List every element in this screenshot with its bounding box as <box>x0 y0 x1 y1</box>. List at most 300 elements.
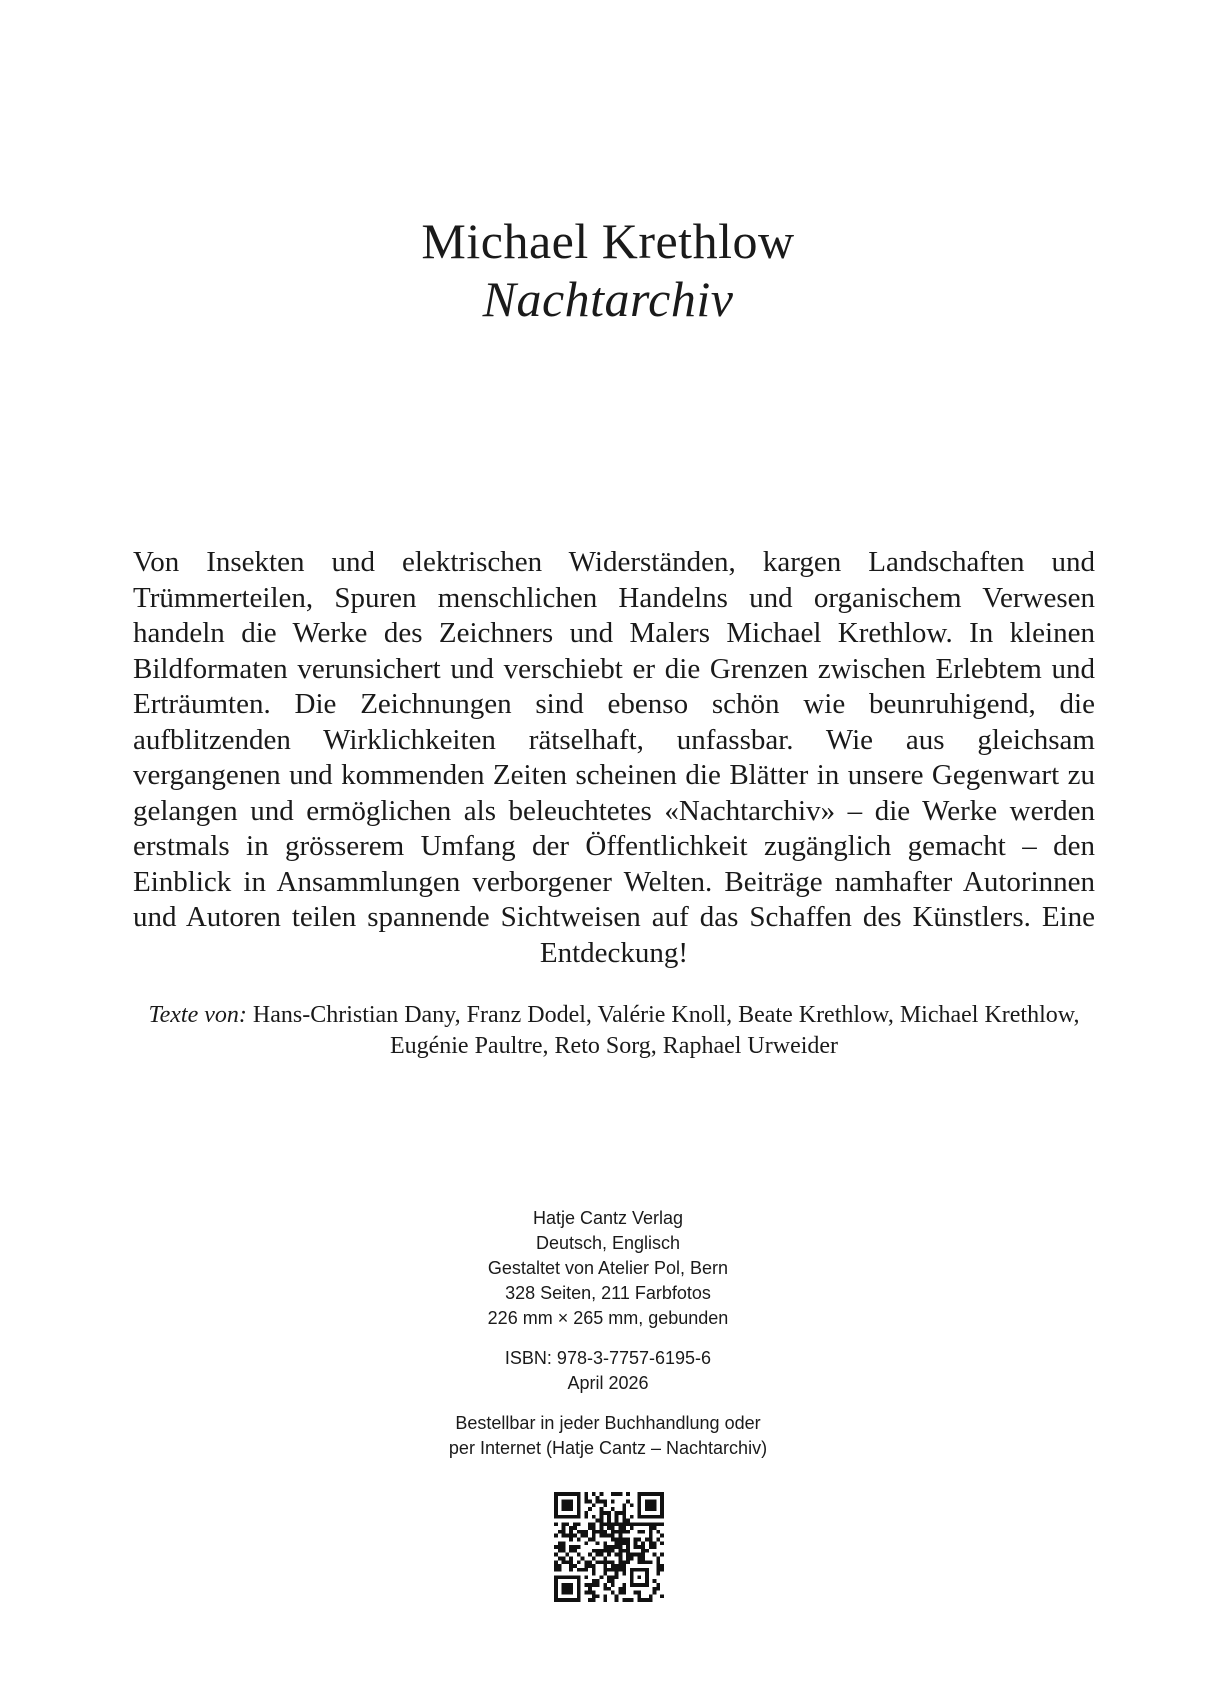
qr-module <box>565 1560 569 1564</box>
qr-module <box>645 1538 649 1542</box>
qr-module <box>656 1587 660 1591</box>
qr-module <box>558 1530 562 1534</box>
qr-module <box>611 1492 615 1496</box>
page-count: 328 Seiten, 211 Farbfotos <box>505 1283 711 1303</box>
qr-module <box>607 1515 611 1519</box>
qr-module <box>607 1526 611 1530</box>
qr-module <box>637 1530 641 1534</box>
qr-module <box>584 1564 588 1568</box>
qr-module <box>596 1519 600 1523</box>
qr-module <box>603 1583 607 1587</box>
languages: Deutsch, Englisch <box>535 1233 681 1253</box>
qr-module <box>577 1530 581 1534</box>
qr-module <box>607 1549 611 1553</box>
qr-module <box>584 1534 588 1538</box>
qr-module <box>653 1587 657 1591</box>
qr-module <box>603 1530 607 1534</box>
qr-module <box>622 1522 626 1526</box>
qr-module <box>592 1492 596 1496</box>
qr-module <box>626 1549 630 1553</box>
qr-module <box>584 1568 588 1572</box>
qr-module <box>618 1568 622 1572</box>
qr-module <box>600 1519 604 1523</box>
qr-module <box>600 1511 604 1515</box>
qr-module <box>611 1500 615 1504</box>
qr-module <box>607 1587 611 1591</box>
qr-module <box>592 1515 596 1519</box>
qr-module <box>626 1545 630 1549</box>
qr-module <box>600 1507 604 1511</box>
qr-module <box>603 1545 607 1549</box>
qr-module <box>611 1534 615 1538</box>
qr-module <box>588 1526 592 1530</box>
qr-module <box>622 1572 626 1576</box>
qr-module <box>615 1515 619 1519</box>
qr-module <box>558 1568 562 1572</box>
qr-module <box>653 1526 657 1530</box>
qr-module <box>600 1515 604 1519</box>
qr-module <box>588 1560 592 1564</box>
order-info-line2: per Internet (Hatje Cantz – Nachtarchiv) <box>448 1438 768 1458</box>
qr-module <box>637 1553 641 1557</box>
qr-module <box>577 1545 581 1549</box>
qr-module <box>626 1522 630 1526</box>
qr-module <box>592 1522 596 1526</box>
qr-module <box>607 1560 611 1564</box>
qr-module <box>615 1522 619 1526</box>
qr-module <box>581 1568 585 1572</box>
qr-module <box>618 1526 622 1530</box>
qr-module <box>622 1598 626 1602</box>
qr-module <box>573 1522 577 1526</box>
qr-module <box>592 1530 596 1534</box>
qr-module <box>592 1594 596 1598</box>
qr-module <box>596 1530 600 1534</box>
qr-module <box>600 1549 604 1553</box>
qr-module <box>603 1560 607 1564</box>
qr-module <box>565 1522 569 1526</box>
qr-module <box>554 1545 558 1549</box>
qr-module <box>565 1534 569 1538</box>
qr-module <box>596 1496 600 1500</box>
qr-module <box>603 1572 607 1576</box>
qr-module <box>584 1575 588 1579</box>
qr-module <box>558 1556 562 1560</box>
qr-module <box>577 1560 581 1564</box>
qr-module <box>603 1534 607 1538</box>
qr-module <box>615 1568 619 1572</box>
qr-module <box>603 1556 607 1560</box>
qr-code-icon[interactable] <box>554 1492 664 1602</box>
qr-module <box>562 1530 566 1534</box>
qr-module <box>641 1598 645 1602</box>
qr-module <box>653 1591 657 1595</box>
qr-module <box>618 1564 622 1568</box>
qr-module <box>615 1575 619 1579</box>
qr-module <box>634 1522 638 1526</box>
qr-module <box>618 1492 622 1496</box>
qr-module <box>607 1534 611 1538</box>
qr-module <box>592 1538 596 1542</box>
qr-module <box>611 1545 615 1549</box>
qr-module <box>607 1545 611 1549</box>
qr-module <box>618 1553 622 1557</box>
qr-module <box>622 1511 626 1515</box>
qr-module <box>649 1594 653 1598</box>
qr-module <box>649 1560 653 1564</box>
qr-module <box>592 1583 596 1587</box>
qr-module <box>607 1511 611 1515</box>
qr-module <box>600 1553 604 1557</box>
qr-module <box>607 1553 611 1557</box>
qr-module <box>611 1522 615 1526</box>
qr-module <box>611 1530 615 1534</box>
qr-module <box>584 1492 588 1496</box>
qr-module <box>600 1530 604 1534</box>
qr-module <box>600 1492 604 1496</box>
qr-module <box>622 1564 626 1568</box>
qr-module <box>630 1598 634 1602</box>
qr-module <box>611 1583 615 1587</box>
qr-module <box>584 1583 588 1587</box>
qr-module <box>592 1526 596 1530</box>
qr-module <box>603 1541 607 1545</box>
qr-module <box>569 1549 573 1553</box>
qr-module <box>596 1553 600 1557</box>
qr-module <box>656 1556 660 1560</box>
qr-module <box>637 1522 641 1526</box>
qr-module <box>615 1545 619 1549</box>
qr-module <box>603 1568 607 1572</box>
qr-module <box>622 1591 626 1595</box>
qr-module <box>562 1545 566 1549</box>
qr-module <box>660 1564 664 1568</box>
qr-module <box>649 1545 653 1549</box>
qr-module <box>630 1515 634 1519</box>
qr-module <box>656 1522 660 1526</box>
qr-module <box>600 1534 604 1538</box>
qr-module <box>637 1556 641 1560</box>
qr-module <box>554 1568 558 1572</box>
qr-module <box>649 1534 653 1538</box>
release-date: April 2026 <box>567 1373 649 1393</box>
qr-module <box>611 1507 615 1511</box>
qr-module <box>611 1575 615 1579</box>
author-name: Michael Krethlow <box>421 213 795 269</box>
qr-module <box>653 1545 657 1549</box>
qr-module <box>562 1534 566 1538</box>
qr-module <box>656 1568 660 1572</box>
qr-module <box>592 1568 596 1572</box>
qr-module <box>645 1560 649 1564</box>
qr-module <box>592 1591 596 1595</box>
qr-module <box>581 1534 585 1538</box>
qr-module <box>603 1549 607 1553</box>
contributors-label: Texte von: <box>148 1002 247 1028</box>
qr-module <box>577 1538 581 1542</box>
qr-module <box>596 1579 600 1583</box>
details-group-book <box>0 1206 1216 1331</box>
qr-module <box>618 1534 622 1538</box>
qr-module <box>641 1556 645 1560</box>
qr-module <box>649 1522 653 1526</box>
qr-module <box>603 1522 607 1526</box>
qr-module <box>622 1538 626 1542</box>
book-description: Von Insekten und elektrischen Widerständen, kargen Landschaften und Trümmerteilen, Spuren menschlichen Handelns und organischem Verwesen handeln die Werke des Zeichners und Malers Michael Krethlow. In kleinen Bildformaten verunsichert und verschiebt er die Grenzen zwischen Erlebtem und Erträumten. Die Zeichnungen sind ebenso schön wie beunruhigend, die aufblitzenden Wirklichkeiten rätselhaft, unfassbar. Wie aus gleichsam vergangenen und kommenden Zeiten scheinen die Blätter in unsere Gegenwart zu gelangen und ermöglichen als beleuchtetes «Nachtarchiv» – die Werke werden erstmals in grösserem Umfang der Öffentlichkeit zugänglich gemacht – den Einblick in Ansammlungen verborgener Welten. Beiträge namhafter Autorinnen und Autoren teilen spannende Sichtweisen auf das Schaffen des Künstlers. Eine Entdeckung! <box>133 546 1095 969</box>
qr-module <box>615 1530 619 1534</box>
qr-module <box>626 1500 630 1504</box>
qr-module <box>641 1545 645 1549</box>
qr-module <box>562 1522 566 1526</box>
qr-module <box>615 1553 619 1557</box>
qr-module <box>656 1530 660 1534</box>
qr-module <box>634 1541 638 1545</box>
qr-module <box>618 1591 622 1595</box>
qr-module <box>641 1530 645 1534</box>
qr-module <box>558 1564 562 1568</box>
qr-module <box>641 1541 645 1545</box>
qr-module <box>615 1594 619 1598</box>
qr-module <box>637 1545 641 1549</box>
qr-module <box>637 1594 641 1598</box>
qr-module <box>656 1564 660 1568</box>
details-group-isbn <box>0 1346 1216 1396</box>
publisher: Hatje Cantz Verlag <box>532 1208 684 1228</box>
qr-module <box>615 1538 619 1542</box>
qr-module <box>653 1522 657 1526</box>
qr-module <box>569 1560 573 1564</box>
qr-module <box>584 1530 588 1534</box>
qr-module <box>577 1522 581 1526</box>
qr-module <box>569 1526 573 1530</box>
qr-module <box>626 1492 630 1496</box>
qr-module <box>592 1503 596 1507</box>
qr-module <box>581 1556 585 1560</box>
qr-module <box>630 1503 634 1507</box>
qr-module <box>592 1534 596 1538</box>
qr-module <box>558 1541 562 1545</box>
qr-module <box>653 1579 657 1583</box>
qr-module <box>554 1553 558 1557</box>
qr-module <box>622 1515 626 1519</box>
qr-module <box>649 1541 653 1545</box>
qr-module <box>626 1538 630 1542</box>
qr-module <box>615 1519 619 1523</box>
qr-module <box>611 1549 615 1553</box>
qr-module <box>569 1530 573 1534</box>
qr-module <box>611 1568 615 1572</box>
qr-module <box>622 1503 626 1507</box>
qr-module <box>656 1560 660 1564</box>
qr-module <box>562 1560 566 1564</box>
qr-module <box>626 1519 630 1523</box>
title-block <box>0 212 1216 328</box>
design-credit: Gestaltet von Atelier Pol, Bern <box>487 1258 729 1278</box>
qr-module <box>603 1598 607 1602</box>
qr-module <box>592 1579 596 1583</box>
qr-module <box>573 1534 577 1538</box>
qr-module <box>596 1583 600 1587</box>
qr-module <box>554 1560 558 1564</box>
qr-module <box>615 1572 619 1576</box>
qr-module <box>584 1500 588 1504</box>
qr-module <box>618 1511 622 1515</box>
qr-module <box>573 1549 577 1553</box>
qr-module <box>637 1560 641 1564</box>
qr-module <box>558 1549 562 1553</box>
qr-module <box>637 1598 641 1602</box>
qr-module <box>645 1598 649 1602</box>
qr-module <box>637 1591 641 1595</box>
qr-module <box>603 1503 607 1507</box>
publication-details <box>0 1206 1216 1476</box>
qr-module <box>622 1560 626 1564</box>
qr-module <box>588 1500 592 1504</box>
qr-module <box>660 1568 664 1572</box>
qr-module <box>596 1541 600 1545</box>
qr-module <box>649 1526 653 1530</box>
qr-module <box>592 1556 596 1560</box>
qr-module <box>588 1564 592 1568</box>
qr-module <box>622 1568 626 1572</box>
qr-module <box>637 1538 641 1542</box>
qr-module <box>656 1583 660 1587</box>
qr-module <box>581 1530 585 1534</box>
qr-module <box>554 1564 558 1568</box>
qr-module <box>630 1522 634 1526</box>
qr-module <box>584 1511 588 1515</box>
qr-module <box>569 1556 573 1560</box>
qr-module <box>660 1534 664 1538</box>
qr-module <box>611 1538 615 1542</box>
qr-module <box>660 1522 664 1526</box>
qr-module <box>603 1594 607 1598</box>
contributors <box>133 1000 1095 1062</box>
qr-module <box>573 1564 577 1568</box>
qr-module <box>611 1591 615 1595</box>
qr-module <box>584 1541 588 1545</box>
qr-module <box>615 1511 619 1515</box>
qr-module <box>645 1549 649 1553</box>
qr-module <box>588 1507 592 1511</box>
qr-module <box>630 1553 634 1557</box>
qr-module <box>611 1526 615 1530</box>
qr-module <box>592 1572 596 1576</box>
qr-module <box>600 1575 604 1579</box>
qr-module <box>600 1500 604 1504</box>
qr-module <box>569 1568 573 1572</box>
qr-module <box>611 1579 615 1583</box>
qr-module <box>588 1591 592 1595</box>
qr-module <box>649 1598 653 1602</box>
qr-module <box>603 1587 607 1591</box>
qr-module <box>596 1560 600 1564</box>
qr-module <box>600 1522 604 1526</box>
qr-module <box>618 1587 622 1591</box>
qr-module <box>562 1541 566 1545</box>
qr-module <box>660 1541 664 1545</box>
qr-module <box>562 1526 566 1530</box>
qr-module <box>588 1587 592 1591</box>
qr-module <box>622 1507 626 1511</box>
qr-module <box>573 1526 577 1530</box>
qr-module <box>554 1534 558 1538</box>
qr-module <box>618 1538 622 1542</box>
qr-module <box>656 1572 660 1576</box>
qr-module <box>573 1545 577 1549</box>
qr-module <box>584 1591 588 1595</box>
contributors-names: Hans-Christian Dany, Franz Dodel, Valérie Knoll, Beate Krethlow, Michael Krethlow, Eugénie Paultre, Reto Sorg, Raphael Urweider <box>252 1002 1080 1059</box>
qr-module <box>622 1541 626 1545</box>
qr-module <box>622 1526 626 1530</box>
qr-module <box>588 1522 592 1526</box>
qr-module <box>569 1534 573 1538</box>
qr-module <box>626 1553 630 1557</box>
qr-module <box>584 1515 588 1519</box>
qr-module <box>592 1564 596 1568</box>
qr-module <box>634 1545 638 1549</box>
qr-module <box>626 1560 630 1564</box>
qr-module <box>562 1549 566 1553</box>
qr-module <box>565 1553 569 1557</box>
qr-module <box>618 1549 622 1553</box>
qr-module <box>618 1522 622 1526</box>
qr-module <box>660 1553 664 1557</box>
qr-module <box>600 1560 604 1564</box>
qr-module <box>588 1553 592 1557</box>
qr-module <box>641 1553 645 1557</box>
qr-module <box>569 1564 573 1568</box>
qr-module <box>577 1568 581 1572</box>
details-group-order <box>0 1411 1216 1461</box>
qr-module <box>656 1538 660 1542</box>
qr-module <box>600 1526 604 1530</box>
qr-module <box>618 1530 622 1534</box>
qr-module <box>584 1496 588 1500</box>
qr-module <box>615 1564 619 1568</box>
qr-module <box>569 1538 573 1542</box>
qr-module <box>622 1549 626 1553</box>
qr-module <box>607 1568 611 1572</box>
qr-module <box>596 1549 600 1553</box>
qr-module <box>588 1583 592 1587</box>
book-title: Nachtarchiv <box>482 271 734 327</box>
qr-module <box>634 1553 638 1557</box>
qr-module <box>618 1560 622 1564</box>
qr-module <box>603 1564 607 1568</box>
qr-module <box>603 1511 607 1515</box>
qr-module <box>630 1556 634 1560</box>
qr-module <box>626 1541 630 1545</box>
qr-module <box>618 1556 622 1560</box>
qr-module <box>622 1583 626 1587</box>
qr-module <box>660 1594 664 1598</box>
qr-module <box>611 1560 615 1564</box>
qr-module <box>596 1594 600 1598</box>
qr-module <box>615 1492 619 1496</box>
isbn: ISBN: 978-3-7757-6195-6 <box>504 1348 712 1368</box>
qr-module <box>634 1591 638 1595</box>
qr-module <box>592 1549 596 1553</box>
order-info-line1: Bestellbar in jeder Buchhandlung oder <box>455 1413 761 1433</box>
qr-module <box>592 1598 596 1602</box>
qr-module <box>649 1538 653 1542</box>
qr-module <box>607 1519 611 1523</box>
qr-module <box>622 1530 626 1534</box>
qr-module <box>641 1560 645 1564</box>
qr-module <box>649 1530 653 1534</box>
qr-module <box>584 1560 588 1564</box>
